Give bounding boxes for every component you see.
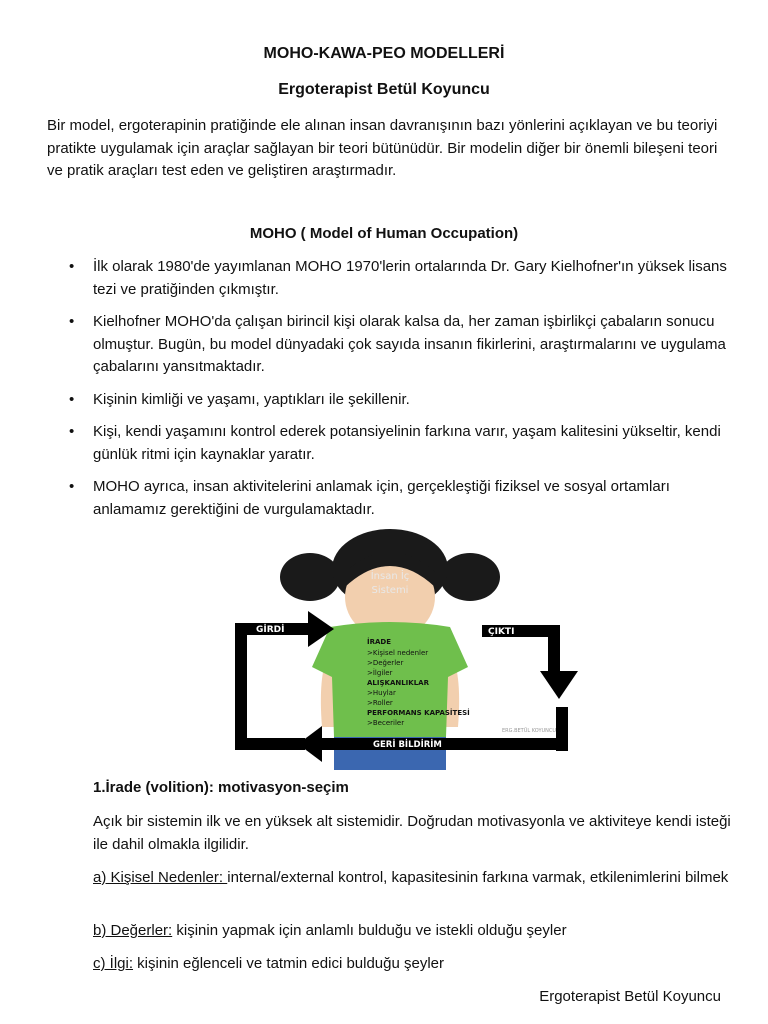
bullet-icon: • xyxy=(69,390,75,408)
item-c-text: kişinin eğlenceli ve tatmin edici bulduğu şeyler xyxy=(133,955,445,972)
moho-diagram xyxy=(230,527,580,770)
shirt-line: ALIŞKANLIKLAR xyxy=(367,679,429,687)
item-a-text: internal/external kontrol, kapasitesinin farkına varmak, etkilenimlerini bilmek xyxy=(227,869,729,886)
document-title: MOHO-KAWA-PEO MODELLERİ xyxy=(263,45,505,62)
bullet-text: Kişinin kimliği ve yaşamı, yaptıkları ile şekillenir. xyxy=(93,390,410,408)
shirt-line: >Değerler xyxy=(367,659,404,667)
watermark-text: ERG.BETÜL KOYUNCU xyxy=(502,728,557,734)
intro-paragraph: Bir model, ergoterapinin pratiğinde ele alınan insan davranışının bazı yönlerini açıklayan ve bu teoriyi pratikte uygulamak için araçlar sağlayan bir teori bütünüdür. Bir modelin diğer bir önemli bileşeni teori ve pratik araçları test eden ve geliştiren araştırmadır. xyxy=(47,117,718,179)
subsection-title: 1.İrade (volition): motivasyon-seçim xyxy=(93,779,349,796)
shirt-line: >Roller xyxy=(367,699,393,707)
bullet-text: MOHO ayrıca, insan aktivitelerini anlamak için, gerçekleştiği fiziksel ve sosyal ortamları anlamamız gerektiğini de vurgulamaktadır. xyxy=(93,478,670,518)
item-b-text: kişinin yapmak için anlamlı bulduğu ve istekli olduğu şeyler xyxy=(172,922,567,939)
list-item xyxy=(69,421,729,466)
bullet-icon: • xyxy=(69,258,75,275)
shirt-line: İRADE xyxy=(367,638,392,646)
shirt-line: >Beceriler xyxy=(367,719,405,727)
subsection-paragraph: Açık bir sistemin ilk ve en yüksek alt sistemidir. Doğrudan motivasyonla ve aktiviteye kendi isteği ile dahil olmakla ilgilidir. xyxy=(93,813,731,853)
bullet-icon: • xyxy=(69,313,75,330)
footer-author: Ergoterapist Betül Koyuncu xyxy=(539,988,721,1005)
shirt-line: >Kişisel nedenler xyxy=(367,649,429,657)
bullet-icon: • xyxy=(69,478,75,495)
bullet-text: Kişi, kendi yaşamını kontrol ederek potansiyelinin farkına varır, yaşam kalitesini yükseltir, kendi günlük ritmi için kaynaklar yaratır. xyxy=(93,423,721,463)
list-item xyxy=(69,389,729,412)
feedback-label: GERİ BİLDİRİM xyxy=(373,740,442,750)
output-label: ÇIKTI xyxy=(488,627,515,637)
item-b xyxy=(93,920,733,943)
shirt-line: PERFORMANS KAPASİTESİ xyxy=(367,709,470,717)
input-label: GİRDİ xyxy=(256,625,285,635)
bullet-text: Kielhofner MOHO'da çalışan birincil kişi olarak kalsa da, her zaman işbirlikçi çabaların sonucu olmuştur. Bugün, bu model dünyadaki çok sayıda insanın fikirlerini, araştırmalarını ve uygulama çabalarını yansıtmaktadır. xyxy=(93,313,726,375)
item-a xyxy=(93,867,733,890)
item-c-label: c) İlgi: xyxy=(93,955,134,972)
list-item xyxy=(69,256,729,301)
bullet-icon: • xyxy=(69,423,75,440)
shirt-line: >Huylar xyxy=(367,689,396,697)
item-a-label: a) Kişisel Nedenler: xyxy=(93,869,228,886)
moho-bullet-list xyxy=(69,256,729,531)
head-label-2: Sistemi xyxy=(371,585,409,596)
head-label-1: İnsan İç xyxy=(370,571,410,582)
shirt-line: >İlgiler xyxy=(367,669,393,677)
item-c xyxy=(93,953,733,976)
list-item xyxy=(69,311,729,379)
section-title-moho: MOHO ( Model of Human Occupation) xyxy=(249,225,519,242)
list-item xyxy=(69,476,729,521)
bullet-text: İlk olarak 1980'de yayımlanan MOHO 1970'lerin ortalarında Dr. Gary Kielhofner'ın yüksek lisans tezi ve pratiğinden çıkmıştır. xyxy=(93,258,727,298)
item-b-label: b) Değerler: xyxy=(93,922,173,939)
author-line: Ergoterapist Betül Koyuncu xyxy=(278,81,490,98)
